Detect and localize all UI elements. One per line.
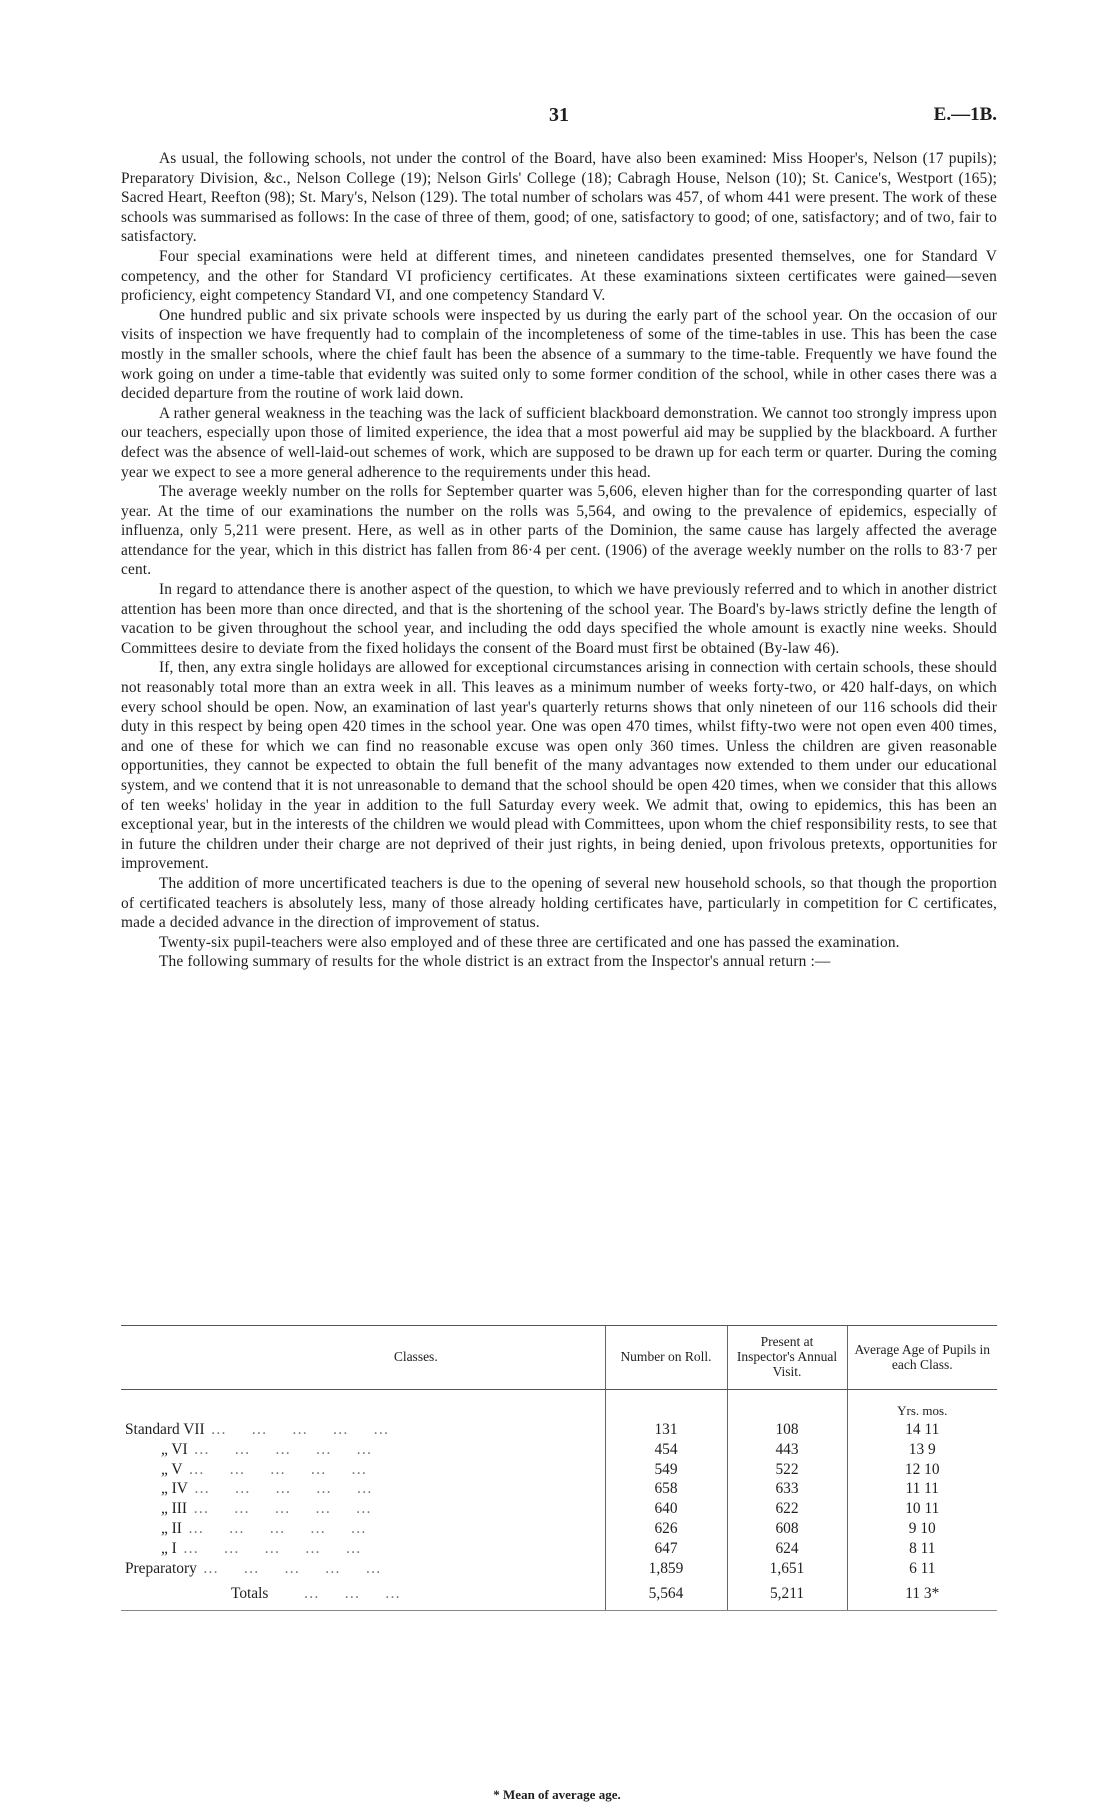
paragraph-attendance-numbers: The average weekly number on the rolls for September quarter was 5,606, eleven higher than for the corresponding quarter of last year. At the time of our examinations the number on the rolls was 5,564, and owing to the prevalence of epidemics, especially of influenza, only 5,211 were present. Here, as well as in other parts of the Dominion, the same cause has largely affected the average attendance for the year, which in this district has fallen from 86·4 per cent. (1906) of the average weekly number on the rolls to 83·7 per cent. — [121, 483, 997, 579]
roll-value: 626 — [605, 1519, 727, 1539]
present-value: 522 — [727, 1460, 847, 1480]
age-value: 6 11 — [847, 1559, 997, 1579]
totals-label: Totals — [231, 1585, 269, 1603]
table-row: „ I … … … … … 647 624 8 11 — [121, 1539, 997, 1559]
paragraph-school-year: In regard to attendance there is another aspect of the question, to which we have previously referred and to which in another district attention has been more than once directed, and that is the shortening of the school year. The Board's by-laws strictly define the length of vacation to be given throughout the school year, and including the odd days specified the whole amount is exactly nine weeks. Should Committees desire to deviate from the fixed holidays the consent of the Board must first be obtained (By-law 46). — [121, 581, 997, 657]
paragraph-summary-intro: The following summary of results for the whole district is an extract from the Inspector's annual return :— — [159, 953, 831, 971]
table-row: „ IV … … … … … 658 633 11 11 — [121, 1479, 997, 1499]
roll-value: 1,859 — [605, 1559, 727, 1579]
table-row: „ II … … … … … 626 608 9 10 — [121, 1519, 997, 1539]
results-summary-table — [121, 1325, 997, 1611]
roll-value: 131 — [605, 1420, 727, 1440]
class-label: „ V — [161, 1460, 183, 1478]
paragraph-uncertificated-teachers: The addition of more uncertificated teachers is due to the opening of several new household schools, so that though the proportion of certificated teachers is absolutely less, many of those already holding certificates have, particularly in competition for C certificates, made a decided advance in the direction of improvement of status. — [121, 874, 997, 932]
header-classes: Classes. — [121, 1326, 605, 1390]
roll-value: 647 — [605, 1539, 727, 1559]
table-row: „ III … … … … … 640 622 10 11 — [121, 1499, 997, 1519]
present-value: 622 — [727, 1499, 847, 1519]
present-value: 443 — [727, 1440, 847, 1460]
header-average-age: Average Age of Pupils in each Class. — [847, 1326, 997, 1390]
page-header — [121, 104, 997, 132]
paragraph-pupil-teachers: Twenty-six pupil-teachers were also employed and of these three are certificated and one has passed the examination. — [159, 933, 900, 951]
paragraph-holidays: If, then, any extra single holidays are allowed for exceptional circumstances arising in connection with certain schools, these should not reasonably total more than an extra week in all. This leaves as a minimum number of weeks forty-two, or 420 half-days, on which every school should be open. Now, an examination of last year's quarterly returns shows that only nineteen of our 116 schools did their duty in this respect by being open 420 times in the school year. One was open 470 times, whilst fifty-two were not open even 400 times, and one of these for which we can find no reasonable excuse was open only 360 times. Unless the children are given reasonable opportunities, they cannot be expected to obtain the full benefit of the many advantages now extended to them under our educational system, and we contend that it is not unreasonable to demand that the school should be open 420 times, when we consider that this allows of ten weeks' holiday in the year in addition to the full Saturday every week. We admit that, owing to epidemics, this has been an exceptional year, but in the interests of the children we would plead with Committees, upon whom the chief responsibility rests, to see that in future the children under their charge are not deprived of their just rights, in being denied, upon frivolous pretexts, opportunities for improvement. — [121, 659, 997, 873]
roll-value: 454 — [605, 1440, 727, 1460]
table-row: Standard VII … … … … … 131 108 14 11 — [121, 1420, 997, 1440]
class-label: „ II — [161, 1519, 182, 1537]
roll-value: 658 — [605, 1479, 727, 1499]
header-present-at-visit: Present at Inspector's Annual Visit. — [727, 1326, 847, 1390]
class-label: „ III — [161, 1500, 188, 1518]
age-value: 13 9 — [847, 1440, 997, 1460]
table-row: Preparatory … … … … … 1,859 1,651 6 11 — [121, 1559, 997, 1579]
class-label: „ VI — [161, 1440, 188, 1458]
table-header-row — [121, 1326, 997, 1390]
paragraph-special-examinations: Four special examinations were held at different times, and nineteen candidates presented themselves, one for Standard V competency, and the other for Standard VI proficiency certificates. At these examinations sixteen certificates were gained—seven proficiency, eight competency Standard VI, and one competency Standard V. — [121, 247, 997, 305]
age-value: 10 11 — [847, 1499, 997, 1519]
age-value: 12 10 — [847, 1460, 997, 1480]
present-value: 608 — [727, 1519, 847, 1539]
present-value: 1,651 — [727, 1559, 847, 1579]
units-row — [121, 1402, 997, 1420]
present-value: 108 — [727, 1420, 847, 1440]
paragraph-blackboard: A rather general weakness in the teaching was the lack of sufficient blackboard demonstration. We cannot too strongly impress upon our teachers, especially upon those of limited experience, the idea that a most powerful aid may be supplied by the blackboard. A further defect was the absence of well-laid-out schemes of work, which are supposed to be drawn up for each term or quarter. During the coming year we expect to see a more general adherence to the requirements under this head. — [121, 404, 997, 481]
document-code: E.—1B. — [933, 104, 997, 125]
totals-age: 11 3* — [847, 1578, 997, 1611]
paragraph-inspections: One hundred public and six private schools were inspected by us during the early part of the school year. On the occasion of our visits of inspection we have frequently had to complain of the incompleteness of some of the time-tables in use. This has been the case mostly in the smaller schools, where the chief fault has been the absence of a summary to the time-table. Frequently we have found the work going on under a time-table that evidently was suited only to some former condition of the school, while in other cases there was a decided departure from the routine of work laid down. — [121, 306, 997, 403]
age-value: 9 10 — [847, 1519, 997, 1539]
age-value: 8 11 — [847, 1539, 997, 1559]
paragraph-other-schools: As usual, the following schools, not under the control of the Board, have also been examined: Miss Hooper's, Nelson (17 pupils); Preparatory Division, &c., Nelson College (19); Nelson Girls' College (18); Cabragh House, Nelson (10); St. Canice's, Westport (165); Sacred Heart, Reefton (98); St. Mary's, Nelson (129). The total number of scholars was 457, of whom 441 were present. The work of these schools was summarised as follows: In the case of three of them, good; of one, satisfactory to good; of one, satisfactory; and of two, fair to satisfactory. — [121, 150, 997, 246]
present-value: 624 — [727, 1539, 847, 1559]
present-value: 633 — [727, 1479, 847, 1499]
age-value: 11 11 — [847, 1479, 997, 1499]
page-number: 31 — [549, 104, 569, 126]
age-units: Yrs. mos. — [847, 1402, 997, 1420]
table-row: „ VI … … … … … 454 443 13 9 — [121, 1440, 997, 1460]
class-label: Preparatory — [125, 1559, 197, 1577]
totals-present: 5,211 — [727, 1578, 847, 1611]
totals-roll: 5,564 — [605, 1578, 727, 1611]
class-label: Standard VII — [125, 1421, 205, 1438]
table-row: „ V … … … … … 549 522 12 10 — [121, 1460, 997, 1480]
header-number-on-roll: Number on Roll. — [605, 1326, 727, 1390]
class-label: „ IV — [161, 1480, 188, 1498]
totals-row: Totals … … … 5,564 5,211 11 3* — [121, 1578, 997, 1611]
roll-value: 549 — [605, 1460, 727, 1480]
class-label: „ I — [161, 1539, 177, 1557]
age-value: 14 11 — [847, 1420, 997, 1440]
roll-value: 640 — [605, 1499, 727, 1519]
body-text — [121, 149, 997, 972]
table-footnote: * Mean of average age. — [493, 1787, 621, 1802]
